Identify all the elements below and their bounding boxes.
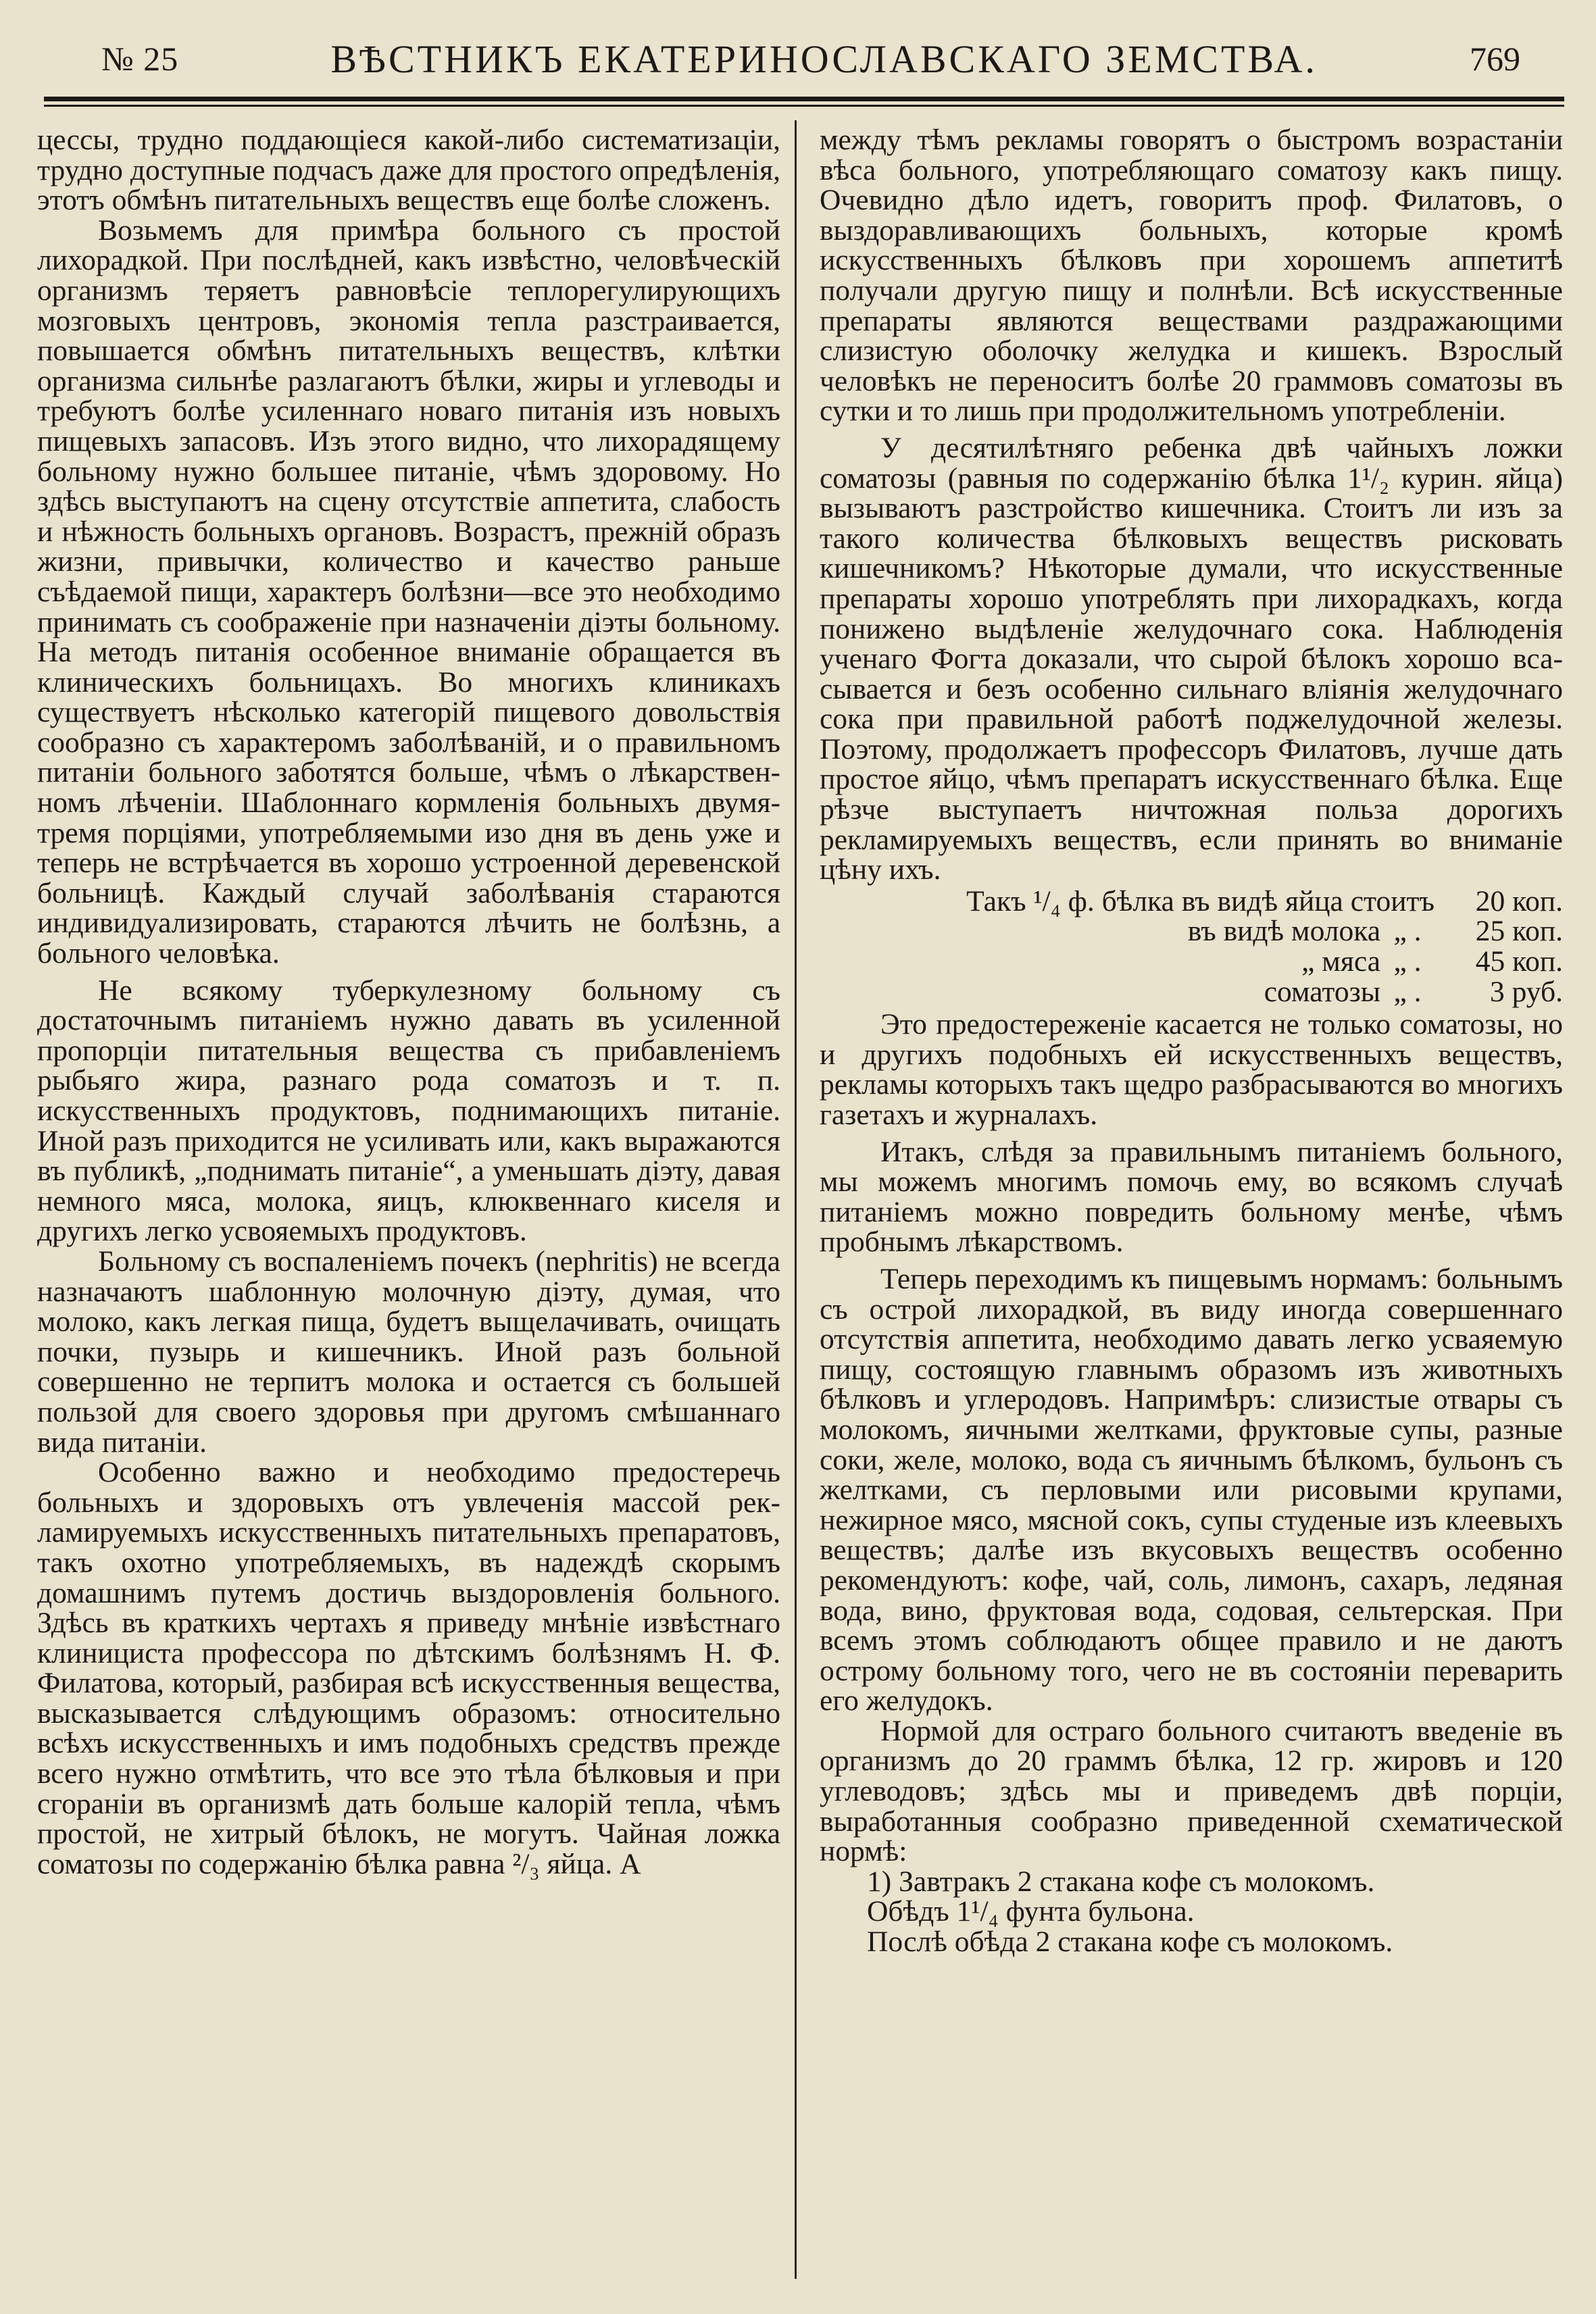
header-rule-thin [44,105,1564,107]
price-value: 20 коп. [1475,884,1563,917]
column-divider [795,120,797,2279]
price-ditto: „ . [1393,945,1422,978]
price-row [820,947,1563,977]
menu-item: Обѣдъ 1¹/₄ фунта бульона. [867,1895,1195,1928]
issue-number: № 25 [101,40,179,78]
left-column [37,125,780,2280]
page-number: 769 [1469,40,1520,78]
price-value: 25 коп. [1475,915,1563,948]
price-value: 45 коп. [1475,945,1563,978]
paragraph: Теперь переходимъ къ пищевымъ нормамъ: больнымъ съ острой лихорадкой, въ виду иногда совершеннаго отсутствія аппетита, необходимо давать легко усваяемую пищу, состоящую главнымъ образомъ изъ животныхъ бѣлковъ и углеродовъ. Напримѣръ: слизистые отвары съ молокомъ, яичными желтками, фруктовые супы, разные соки, желе, молоко, вода съ яичнымъ бѣлкомъ, бульонъ съ желтками, съ перловыми или рисовыми крупами, нежирное мясо, мясной сокъ, супы студеные изъ клеевыхъ веществъ; далѣе изъ вкусовыхъ веществъ особенно рекомендуютъ: кофе, чай, соль, лимонъ, сахаръ, ледяная вода, вино, фруктовая вода, содовая, сельтерская. При всемъ этомъ соблюдаютъ общее правило и не даютъ острому больному того, чего не въ состояніи переварить его желудокъ. [820,1262,1563,1717]
paragraph: Итакъ, слѣдя за правильнымъ питаніемъ больного, мы можемъ многимъ помочь ему, во всякомъ случаѣ питаніемъ можно повредить больному менѣе, чѣмъ пробнымъ лѣкарствомъ. [820,1135,1563,1259]
paragraph: Особенно важно и необходимо предостеречь больныхъ и здоровыхъ отъ увлеченія массой рекламируемыхъ искусственныхъ питательныхъ препаратовъ, такъ охотно употребляемыхъ, въ надеждѣ скорымъ домашнимъ путемъ достичь выздоровленія больного. Здѣсь въ краткихъ чертахъ я приведу мнѣніе извѣстнаго клинициста профессора по дѣтскимъ болѣзнямъ Н. Ф. Филатова, который, разбирая всѣ искусственныя вещества, высказывается слѣдующимъ образомъ: относительно всѣхъ искусственныхъ и имъ подобныхъ средствъ прежде всего нужно отмѣтить, что все это тѣла бѣлковыя и при сгораніи въ организмѣ дать больше калорій тепла, чѣмъ простой, не хитрый бѣлокъ, не могутъ. Чайная ложка соматозы по содержанію бѣлка равна ²/₃ яйца. А [37,1456,780,1880]
journal-title: ВѢСТНИКЪ ЕКАТЕРИНОСЛАВСКАГО ЗЕМСТВА. [330,36,1318,81]
paragraph: Нормой для остраго больного считаютъ введеніе въ организмъ до 20 граммъ бѣлка, 12 гр. жировъ и 120 углеводовъ; здѣсь мы и приведемъ двѣ порціи, выработанныя сообразно приведенной схематической нормѣ: [820,1714,1563,1868]
price-label: „ мяса [1301,945,1380,978]
price-label: Такъ ¹/₄ ф. бѣлка въ видѣ яйца стоитъ [966,884,1435,917]
price-ditto: „ . [1393,975,1422,1008]
paragraph: Это предостереженіе касается не только соматозы, но и другихъ подобныхъ ей искусственныхъ веществъ, рекламы которыхъ такъ щедро разбрасываются во многихъ газетахъ и журналахъ. [820,1008,1563,1131]
paragraph: Не всякому туберкулезному больному съ достаточнымъ питаніемъ нужно давать въ усиленной пропорціи питательныя вещества съ прибавленіемъ рыбьяго жира, разнаго рода соматозъ и т. п. искусственныхъ продуктовъ, поднимающихъ питаніе. Иной разъ приходится не усиливать или, какъ выражаются въ публикѣ, „поднимать питаніе“, а уменьшать діэту, давая немного мяса, молока, яицъ, клюквеннаго киселя и другихъ легко усвояемыхъ продуктовъ. [37,974,780,1248]
menu-item: 1) Завтракъ 2 стакана кофе съ молокомъ. [867,1865,1375,1898]
price-ditto: „ . [1393,915,1422,948]
price-table [820,886,1563,1007]
price-row [820,916,1563,947]
paragraph: цессы, трудно поддающіеся какой-либо систематизаціи, трудно доступные подчасъ даже для простого опредѣленія, этотъ обмѣнъ питательныхъ веществъ еще болѣе сложенъ. [37,125,780,217]
price-label: въ видѣ молока [1187,915,1380,948]
paragraph: Возьмемъ для примѣра больного съ простой лихорадкой. При послѣдней, какъ извѣстно, человѣческій организмъ теряетъ равновѣсіе теплорегулирующихъ мозговыхъ центровъ, экономія тепла разстраивается, повышается обмѣнъ питательныхъ веществъ, клѣтки организма сильнѣе разлагаютъ бѣлки, жиры и углеводы и требуютъ болѣе усиленнаго новаго питанія изъ новыхъ пищевыхъ запасовъ. Изъ этого видно, что лихорадящему больному нужно большее питаніе, чѣмъ здоровому. Но здѣсь выступаютъ на сцену отсутствіе аппетита, слабость и нѣжность больныхъ органовъ. Возрастъ, прежній образъ жизни, привычки, количество и качество раньше съѣдаемой пищи, характеръ болѣзни—все это необходимо принимать съ соображеніе при назначеніи діэты больному. На методъ питанія особенное вниманіе обращается въ клиническихъ больницахъ. Во многихъ клиникахъ существуетъ нѣсколько категорій пищевого довольствія сообразно съ характеромъ заболѣваній, и о правильномъ питаніи больного заботятся больше, чѣмъ о лѣкарственномъ лѣченіи. Шаблоннаго кормленія больныхъ двумя-тремя порціями, употребляемыми изо дня въ день уже и теперь не встрѣчается въ хорошо устроенной деревенской больницѣ. Каждый случай заболѣванія стараются индивидуализировать, стараются лѣчить не болѣзнь, а больного человѣка. [37,213,780,970]
page-header [101,22,1520,96]
paragraph: между тѣмъ рекламы говорятъ о быстромъ возрастаніи вѣса больного, употребляющаго соматозу какъ пищу. Очевидно дѣло идетъ, говоритъ проф. Филатовъ, о выздоравливающихъ больныхъ, которые кромѣ искусственныхъ бѣлковъ при хорошемъ аппетитѣ получали другую пищу и полнѣли. Всѣ искусственные препараты являются веществами раздражающими слизистую оболочку желудка и кишекъ. Взрослый человѣкъ не переноситъ болѣе 20 граммовъ соматозы въ сутки и то лишь при продолжительномъ употребленіи. [820,125,1563,428]
paragraph: У десятилѣтняго ребенка двѣ чайныхъ ложки соматозы (равныя по содержанію бѣлка 1¹/₂ курин. яйца) вызываютъ разстройство кишечника. Стоитъ ли изъ за такого количества бѣлковыхъ веществъ рисковать кишечникомъ? Нѣкоторые думали, что искусственные препараты хорошо употреблять при лихорадкахъ, когда понижено выдѣленіе желудочнаго сока. Наблюденія ученаго Фогта доказали, что сырой бѣлокъ хорошо всасывается и безъ особенно сильнаго вліянія желудочнаго сока при правильной работѣ поджелудочной железы. Поэтому, продолжаетъ профессоръ Филатовъ, лучше дать простое яйцо, чѣмъ препаратъ искусственнаго бѣлка. Еще рѣзче выступаетъ ничтожная польза дорогихъ рекламируемыхъ веществъ, если принять во вниманіе цѣну ихъ. [820,431,1563,886]
price-label: соматозы [1264,975,1380,1008]
diet-menu [820,1867,1563,1957]
paragraph: Больному съ воспаленіемъ почекъ (nephritis) не всегда назначаютъ шаблонную молочную діэту, думая, что молоко, какъ легкая пища, будетъ выщелачивать, очищать почки, пузырь и кишечникъ. Иной разъ больной совершенно не терпитъ молока и остается съ большей пользой для своего здоровья при другомъ смѣшаннаго вида питаніи. [37,1244,780,1459]
price-row [820,977,1563,1007]
price-row [820,886,1563,917]
menu-item: Послѣ обѣда 2 стакана кофе съ молокомъ. [867,1926,1393,1959]
right-column [820,125,1563,2280]
header-rule-thick [44,97,1564,101]
price-value: 3 руб. [1490,975,1563,1008]
